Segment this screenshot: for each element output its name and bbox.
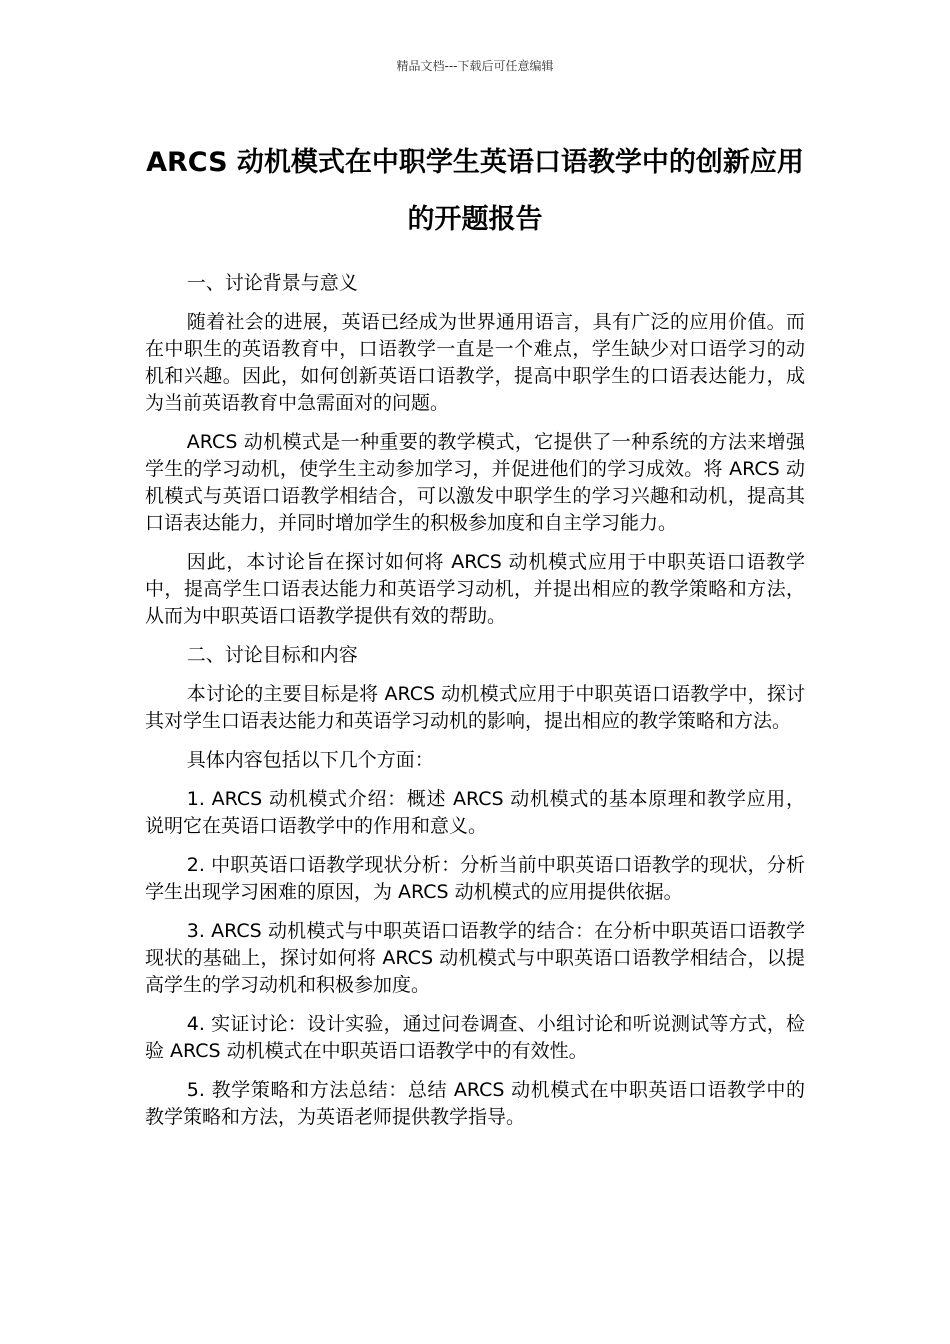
list-item-4: 4. 实证讨论：设计实验，通过问卷调查、小组讨论和听说测试等方式，检验 ARCS 动机模式在中职英语口语教学中的有效性。 bbox=[145, 1013, 805, 1062]
list-item-3: 3. ARCS 动机模式与中职英语口语教学的结合：在分析中职英语口语教学现状的基础上，探讨如何将 ARCS 动机模式与中职英语口语教学相结合，以提高学生的学习动机和积极参加度。 bbox=[145, 920, 805, 996]
paragraph-background-3: 因此，本讨论旨在探讨如何将 ARCS 动机模式应用于中职英语口语教学中，提高学生口语表达能力和英语学习动机，并提出相应的教学策略和方法，从而为中职英语口语教学提供有效的帮助。 bbox=[145, 551, 805, 627]
paragraph-background-2: ARCS 动机模式是一种重要的教学模式，它提供了一种系统的方法来增强学生的学习动机，使学生主动参加学习，并促进他们的学习成效。将 ARCS 动机模式与英语口语教学相结合，可以激发中职学生的学习兴趣和动机，提高其口语表达能力，并同时增加学生的积极参加度和自主学习能力。 bbox=[145, 431, 805, 534]
header-note: 精品文档---下载后可任意编辑 bbox=[396, 59, 554, 73]
list-item-2: 2. 中职英语口语教学现状分析：分析当前中职英语口语教学的现状，分析学生出现学习困难的原因，为 ARCS 动机模式的应用提供依据。 bbox=[145, 854, 805, 903]
paragraph-goals-2: 具体内容包括以下几个方面： bbox=[186, 749, 434, 771]
paragraph-goals-1: 本讨论的主要目标是将 ARCS 动机模式应用于中职英语口语教学中，探讨其对学生口语表达能力和英语学习动机的影响，提出相应的教学策略和方法。 bbox=[145, 683, 805, 732]
section-heading-goals: 二、讨论目标和内容 bbox=[186, 644, 358, 666]
list-item-5: 5. 教学策略和方法总结：总结 ARCS 动机模式在中职英语口语教学中的教学策略和方法，为英语老师提供教学指导。 bbox=[145, 1079, 805, 1128]
document-body bbox=[145, 270, 805, 1143]
paragraph-background-1: 随着社会的进展，英语已经成为世界通用语言，具有广泛的应用价值。而在中职生的英语教育中，口语教学一直是一个难点，学生缺少对口语学习的动机和兴趣。因此，如何创新英语口语教学，提高中职学生的口语表达能力，成为当前英语教育中急需面对的问题。 bbox=[145, 311, 805, 414]
section-heading-background: 一、讨论背景与意义 bbox=[186, 272, 358, 294]
document-title: ARCS 动机模式在中职学生英语口语教学中的创新应用的开题报告 bbox=[146, 147, 804, 235]
list-item-1: 1. ARCS 动机模式介绍：概述 ARCS 动机模式的基本原理和教学应用，说明它在英语口语教学中的作用和意义。 bbox=[145, 788, 805, 837]
